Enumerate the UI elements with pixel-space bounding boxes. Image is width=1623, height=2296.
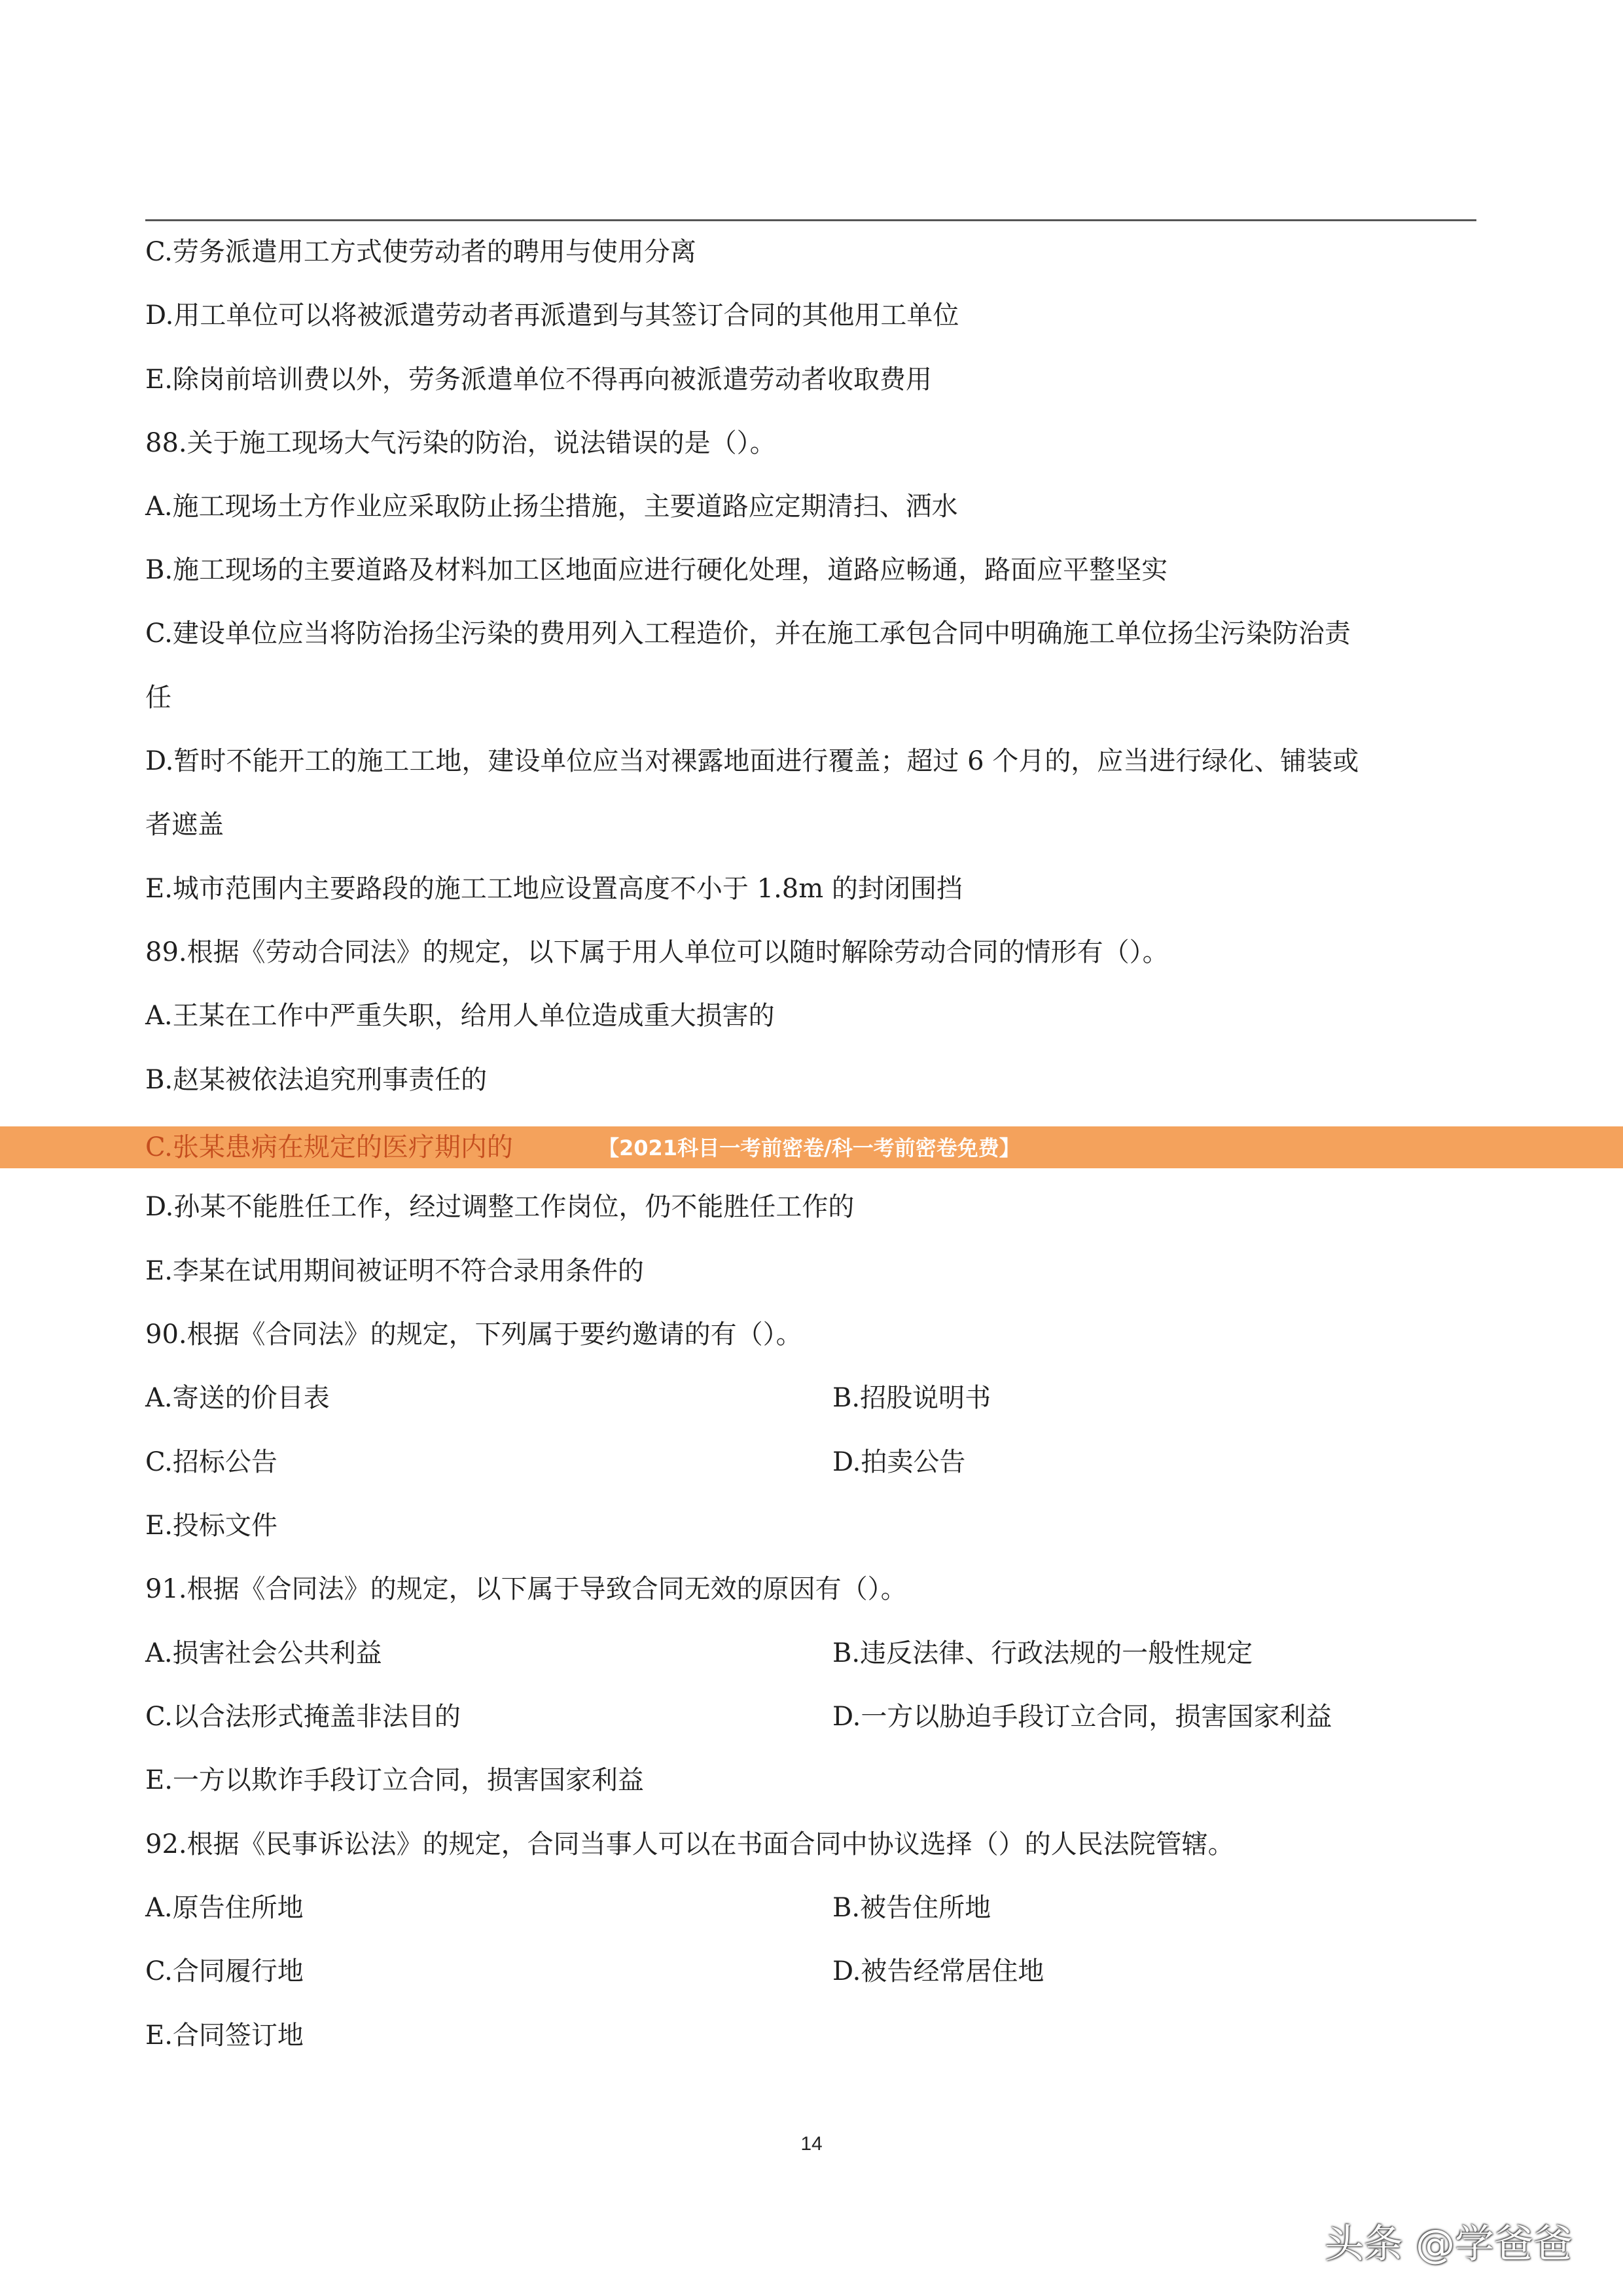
text-line-l13: A.王某在工作中严重失职，给用人单位造成重大损害的	[145, 1001, 775, 1031]
text-line-l24a: C.以合法形式掩盖非法目的	[145, 1702, 461, 1732]
text-line-l19b: B.招股说明书	[832, 1383, 991, 1413]
text-line-l18: 90.根据《合同法》的规定，下列属于要约邀请的有（）。	[145, 1319, 802, 1350]
text-line-l26: 92.根据《民事诉讼法》的规定，合同当事人可以在书面合同中协议选择（）的人民法院管辖。	[145, 1829, 1234, 1859]
text-line-l21: E.投标文件	[145, 1511, 277, 1541]
text-line-l19a: A.寄送的价目表	[145, 1383, 330, 1413]
text-line-l22: 91.根据《合同法》的规定，以下属于导致合同无效的原因有（）。	[145, 1574, 907, 1604]
text-line-l12: 89.根据《劳动合同法》的规定，以下属于用人单位可以随时解除劳动合同的情形有（）。	[145, 937, 1169, 967]
text-line-l20a: C.招标公告	[145, 1447, 277, 1477]
text-line-l7: C.建设单位应当将防治扬尘污染的费用列入工程造价，并在施工承包合同中明确施工单位扬尘污染防治责	[145, 619, 1351, 649]
text-line-l5: A.施工现场土方作业应采取防止扬尘措施，主要道路应定期清扫、洒水	[145, 492, 958, 522]
text-line-l17: E.李某在试用期间被证明不符合录用条件的	[145, 1256, 644, 1286]
page-number: 14	[800, 2133, 823, 2155]
text-line-l6: B.施工现场的主要道路及材料加工区地面应进行硬化处理，道路应畅通，路面应平整坚实	[145, 555, 1168, 585]
text-line-l27a: A.原告住所地	[145, 1893, 304, 1923]
text-line-l25: E.一方以欺诈手段订立合同，损害国家利益	[145, 1765, 644, 1795]
text-line-l4: 88.关于施工现场大气污染的防治，说法错误的是（）。	[145, 428, 776, 458]
text-line-l1: C.劳务派遣用工方式使劳动者的聘用与使用分离	[145, 237, 696, 267]
text-line-l29: E.合同签订地	[145, 2020, 304, 2051]
text-line-l11: E.城市范围内主要路段的施工工地应设置高度不小于 1.8m 的封闭围挡	[145, 874, 963, 904]
text-line-l23b: B.违反法律、行政法规的一般性规定	[832, 1638, 1253, 1668]
text-line-l3: E.除岗前培训费以外，劳务派遣单位不得再向被派遣劳动者收取费用	[145, 365, 932, 395]
text-line-l9: D.暂时不能开工的施工工地，建设单位应当对裸露地面进行覆盖；超过 6 个月的，应当进行绿化、铺装或	[145, 746, 1359, 776]
text-line-l14: B.赵某被依法追究刑事责任的	[145, 1065, 488, 1095]
text-line-l23a: A.损害社会公共利益	[145, 1638, 382, 1668]
text-line-l8: 任	[145, 683, 171, 713]
text-line-l20b: D.拍卖公告	[832, 1447, 966, 1477]
text-line-l24b: D.一方以胁迫手段订立合同，损害国家利益	[832, 1702, 1332, 1732]
watermark: 头条 @学爸爸	[1325, 2221, 1573, 2267]
text-line-l16: D.孙某不能胜任工作，经过调整工作岗位，仍不能胜任工作的	[145, 1192, 855, 1222]
header-rule	[145, 219, 1476, 221]
banner-covered-line: C.张某患病在规定的医疗期内的	[145, 1132, 513, 1162]
text-line-l2: D.用工单位可以将被派遣劳动者再派遣到与其签订合同的其他用工单位	[145, 300, 959, 331]
text-line-l10: 者遮盖	[145, 810, 224, 840]
text-line-l27b: B.被告住所地	[832, 1893, 991, 1923]
text-line-l28a: C.合同履行地	[145, 1956, 304, 1986]
promo-banner-link[interactable]: 【2021科目一考前密卷/科一考前密卷免费】	[598, 1136, 1020, 1160]
text-line-l28b: D.被告经常居住地	[832, 1956, 1044, 1986]
